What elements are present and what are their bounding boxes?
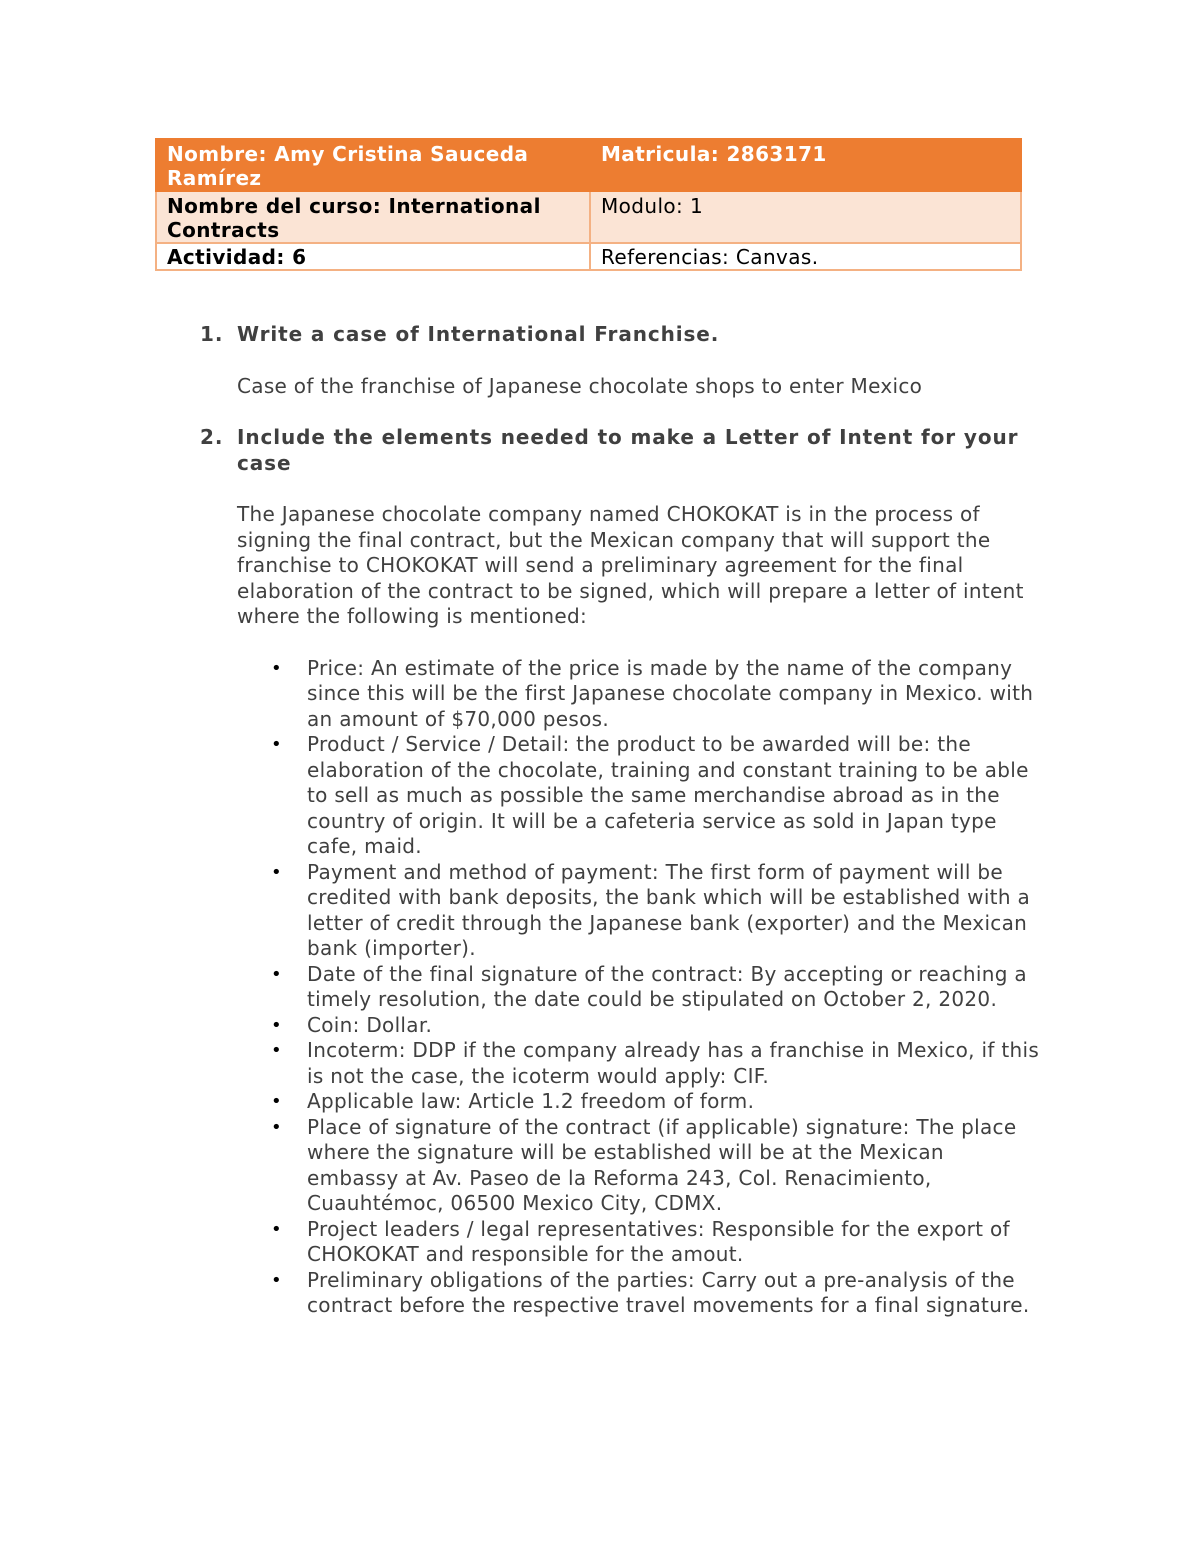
list-item-text: Project leaders / legal representatives: Responsible for the export of CHOKOKAT and responsible for the amout. <box>307 1216 1010 1266</box>
references-cell: Referencias: Canvas. <box>590 243 1021 270</box>
list-item <box>271 859 1040 962</box>
list-item-text: Payment and method of payment: The first form of payment will be credited with bank deposits, the bank which will be established with a letter of credit through the Japanese bank (exporter) and the Mexican bank (importer). <box>307 859 1031 960</box>
spacer <box>200 476 1040 502</box>
list-item-text: Coin: Dollar. <box>307 1012 433 1037</box>
bullet-icon: • <box>271 734 282 755</box>
table-row-header <box>156 139 1021 191</box>
list-item-text: Product / Service / Detail: the product to be awarded will be: the elaboration of the chocolate, training and constant training to be able to sell as much as possible the same merchandise abroad as in the country of origin. It will be a cafeteria service as sold in Japan type cafe, maid. <box>307 732 1029 858</box>
list-item-text: Place of signature of the contract (if applicable) signature: The place where the signature will be established will be at the Mexican embassy at Av. Paseo de la Reforma 243, Col. Renacimiento, Cuauhtémoc, 06500 Mexico City, CDMX. <box>307 1114 1017 1215</box>
bullet-icon: • <box>271 1116 282 1138</box>
question-2-number: 2. <box>200 425 224 449</box>
list-item-text: Preliminary obligations of the parties: Carry out a pre-analysis of the contract before the respective travel movements for a final signature. <box>307 1267 1030 1317</box>
question-1-title: Write a case of International Franchise. <box>237 322 720 346</box>
list-item-text: Applicable law: Article 1.2 freedom of form. <box>307 1089 755 1113</box>
table-row-course <box>156 191 1021 243</box>
student-name-cell: Nombre: Amy Cristina Sauceda Ramírez <box>156 139 590 191</box>
list-item <box>271 961 1040 1013</box>
spacer <box>200 630 1040 656</box>
question-2-answer: The Japanese chocolate company named CHOKOKAT is in the process of signing the final contract, but the Mexican company that will support the franchise to CHOKOKAT will send a preliminary agreement for the final elaboration of the contract to be signed, which will prepare a letter of intent where the following is mentioned: <box>237 502 1024 628</box>
matricula-cell: Matricula: 2863171 <box>590 139 1021 191</box>
bullet-icon: • <box>271 1014 282 1036</box>
list-item-text: Incoterm: DDP if the company already has a franchise in Mexico, if this is not the case, the icoterm would apply: CIF. <box>307 1038 1040 1088</box>
course-name-cell: Nombre del curso: International Contracts <box>156 191 590 243</box>
modulo-cell: Modulo: 1 <box>590 191 1021 243</box>
question-1-answer: Case of the franchise of Japanese chocolate shops to enter Mexico <box>237 373 923 398</box>
activity-cell: Actividad: 6 <box>156 243 590 270</box>
bullet-icon: • <box>271 963 282 985</box>
list-item <box>271 1114 1040 1217</box>
question-2-title: Include the elements needed to make a Letter of Intent for your case <box>237 425 1019 475</box>
list-item <box>271 655 1040 733</box>
list-item <box>271 1012 1040 1039</box>
list-item <box>271 1038 1040 1089</box>
list-item-text: Date of the final signature of the contract: By accepting or reaching a timely resolution, the date could be stipulated on October 2, 2020. <box>307 961 1027 1011</box>
question-1-number: 1. <box>200 322 224 346</box>
table-row-activity <box>156 243 1021 270</box>
list-item <box>271 1267 1040 1319</box>
spacer <box>200 399 1040 425</box>
list-item-text: Price: An estimate of the price is made by the name of the company since this will be the first Japanese chocolate company in Mexico. with an amount of $70,000 pesos. <box>307 655 1034 731</box>
list-item <box>271 1089 1040 1115</box>
letter-of-intent-elements-list <box>200 656 1040 1319</box>
spacer <box>200 348 1040 374</box>
bullet-icon: • <box>271 861 282 883</box>
bullet-icon: • <box>271 1040 282 1061</box>
bullet-icon: • <box>271 1091 282 1112</box>
question-2 <box>200 425 1040 476</box>
student-info-table <box>155 138 1022 271</box>
bullet-icon: • <box>271 657 282 679</box>
document-body <box>200 322 1040 1319</box>
question-1 <box>200 322 1040 348</box>
list-item <box>271 1216 1040 1268</box>
list-item <box>271 732 1040 860</box>
bullet-icon: • <box>271 1218 282 1240</box>
bullet-icon: • <box>271 1269 282 1291</box>
